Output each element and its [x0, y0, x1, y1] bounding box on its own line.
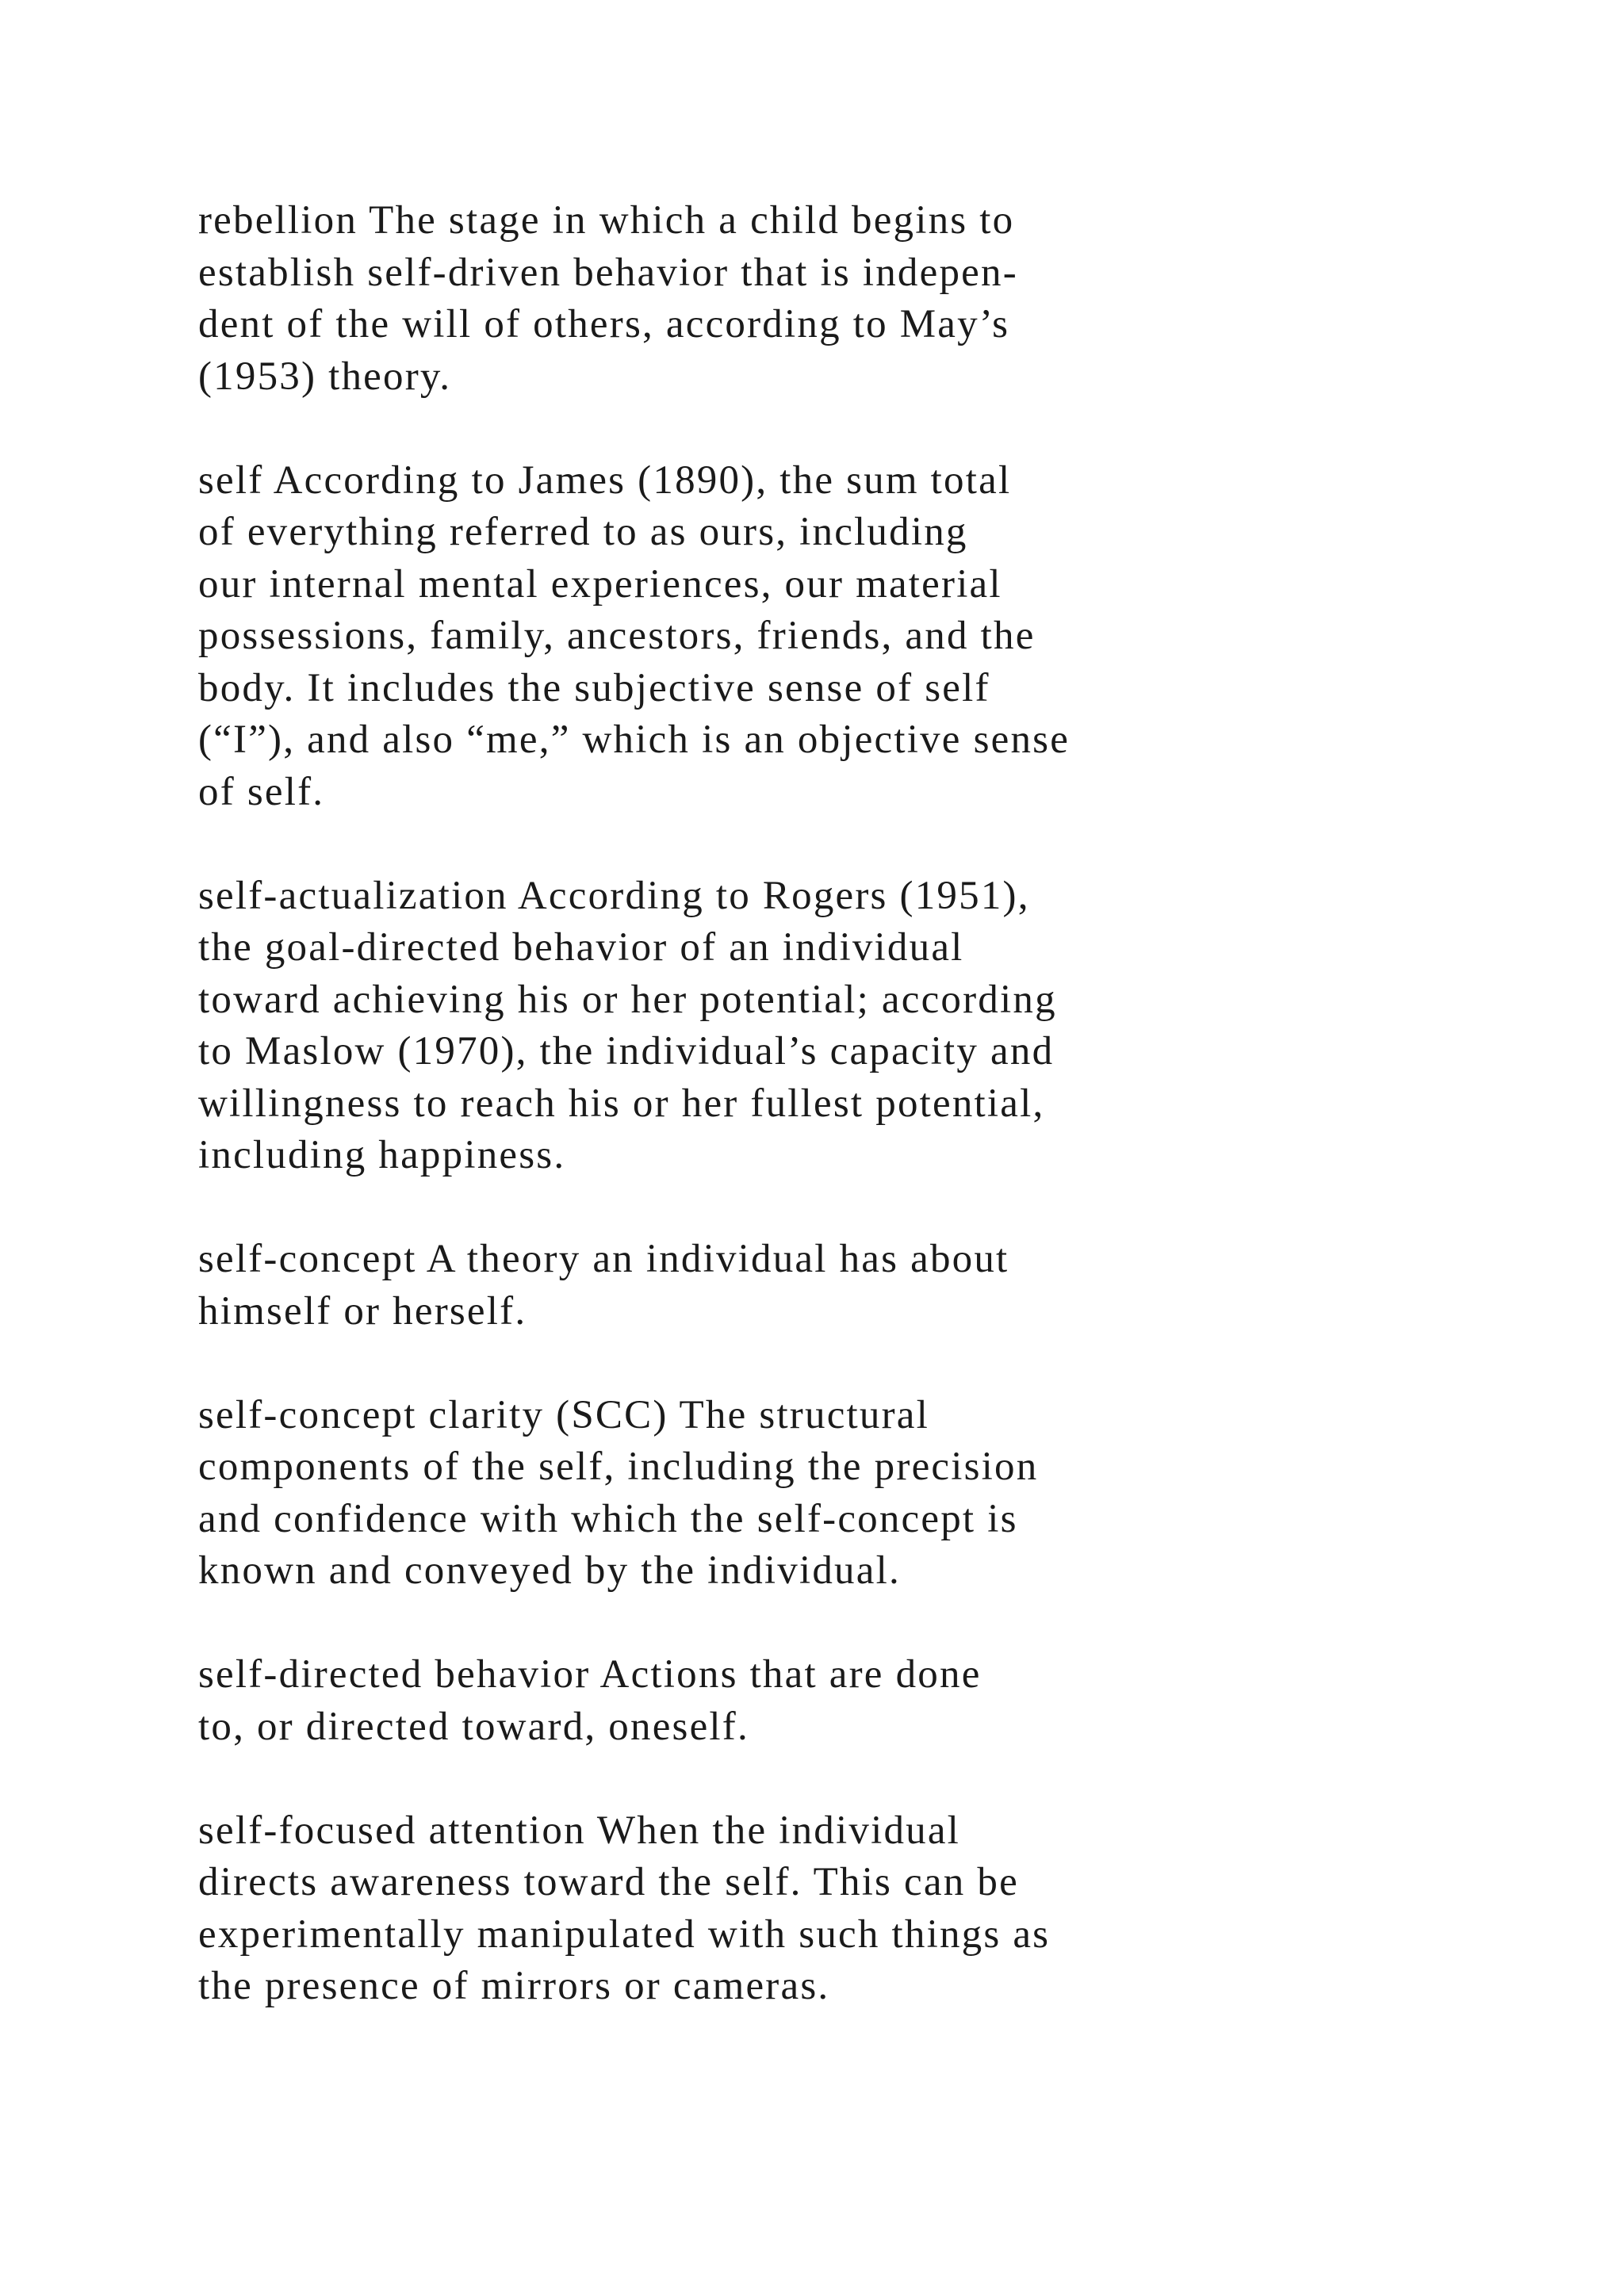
entry-line: himself or herself.	[198, 1288, 527, 1334]
glossary-text	[198, 195, 1546, 2064]
entry-line: including happiness.	[198, 1133, 566, 1177]
entry-line: dent of the will of others, according to May’s	[198, 302, 1010, 346]
entry-line: self-actualization According to Rogers (1951),	[198, 873, 1030, 918]
glossary-entry-self-actualization	[198, 871, 1546, 1182]
entry-line: self-directed behavior Actions that are done	[198, 1652, 982, 1697]
entry-line: and confidence with which the self-concept is	[198, 1496, 1018, 1541]
entry-line: body. It includes the subjective sense of self	[198, 665, 990, 710]
glossary-entry-self-concept	[198, 1234, 1546, 1337]
entry-line: (“I”), and also “me,” which is an objective sense	[198, 718, 1071, 762]
entry-line: to Maslow (1970), the individual’s capacity and	[198, 1029, 1055, 1073]
glossary-entry-self-focused-attention	[198, 1805, 1546, 2013]
entry-line: components of the self, including the precision	[198, 1445, 1039, 1489]
entry-line: to, or directed toward, oneself.	[198, 1704, 749, 1749]
entry-line: known and conveyed by the individual.	[198, 1548, 901, 1593]
glossary-entry-self-concept-clarity	[198, 1390, 1546, 1598]
entry-line: toward achieving his or her potential; according	[198, 977, 1057, 1022]
entry-line: establish self-driven behavior that is indepen-	[198, 250, 1018, 295]
entry-line: the goal-directed behavior of an individual	[198, 925, 964, 970]
entry-line: (1953) theory.	[198, 354, 452, 399]
entry-line: the presence of mirrors or cameras.	[198, 1964, 830, 2008]
entry-line: self-concept clarity (SCC) The structural	[198, 1392, 929, 1437]
entry-line: our internal mental experiences, our material	[198, 561, 1002, 607]
entry-line: self According to James (1890), the sum total	[198, 457, 1012, 503]
entry-line: self-focused attention When the individual	[198, 1808, 961, 1853]
entry-line: willingness to reach his or her fullest potential,	[198, 1081, 1045, 1126]
glossary-entry-self-directed-behavior	[198, 1649, 1546, 1753]
entry-line: rebellion The stage in which a child begins to	[198, 198, 1015, 243]
entry-line: of everything referred to as ours, including	[198, 510, 968, 554]
entry-line: of self.	[198, 769, 325, 814]
entry-line: possessions, family, ancestors, friends, and the	[198, 614, 1036, 658]
entry-line: directs awareness toward the self. This can be	[198, 1860, 1019, 1904]
entry-line: experimentally manipulated with such things as	[198, 1911, 1051, 1957]
glossary-entry-rebellion	[198, 195, 1546, 403]
glossary-entry-self	[198, 455, 1546, 819]
entry-line: self-concept A theory an individual has about	[198, 1237, 1009, 1281]
